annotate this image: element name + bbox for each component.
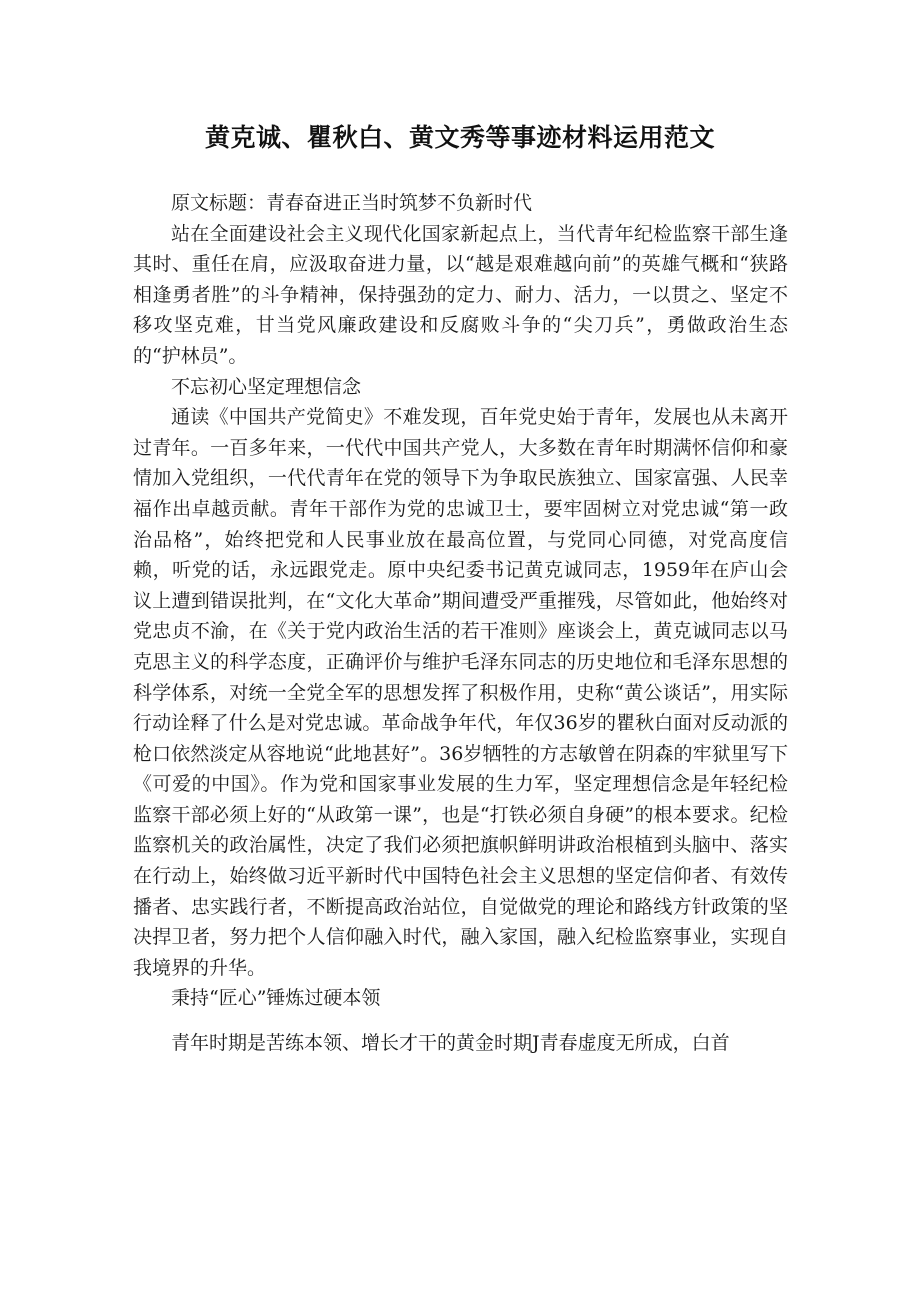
document-title: 黄克诚、瞿秋白、黄文秀等事迹材料运用范文 [204, 123, 715, 152]
section-paragraph-ideals: 通读《中国共产党简史》不难发现，百年党史始于青年，发展也从未离开过青年。一百多年来，一代代中国共产党人，大多数在青年时期满怀信仰和豪情加入党组织，一代代青年在党的领导下为争取民族独立、国家富强、人民幸福作出卓越贡献。青年干部作为党的忠诚卫士，要牢固树立对党忠诚“第一政治品格”，始终把党和人民事业放在最高位置，与党同心同德，对党高度信赖，听党的话，永远跟党走。原中央纪委书记黄克诚同志，1959年在庐山会议上遭到错误批判，在“文化大革命”期间遭受严重摧残，尽管如此，他始终对党忠贞不渝，在《关于党内政治生活的若干准则》座谈会上，黄克诚同志以马克思主义的科学态度，正确评价与维护毛泽东同志的历史地位和毛泽东思想的科学体系，对统一全党全军的思想发挥了积极作用，史称“黄公谈话”，用实际行动诠释了什么是对党忠诚。革命战争年代，年仅36岁的瞿秋白面对反动派的枪口依然淡定从容地说“此地甚好”。36岁牺牲的方志敏曾在阴森的牢狱里写下《可爱的中国》。作为党和国家事业发展的生力军，坚定理想信念是年轻纪检监察干部必须上好的“从政第一课”，也是“打铁必须自身硬”的根本要求。纪检监察机关的政治属性，决定了我们必须把旗帜鲜明讲政治根植到头脑中、落实在行动上，始终做习近平新时代中国特色社会主义思想的坚定信仰者、有效传播者、忠实践行者，不断提高政治站位，自觉做党的理论和路线方针政策的坚决捍卫者，努力把个人信仰融入时代，融入家国，融入纪检监察事业，实现自我境界的升华。 [133, 406, 788, 979]
section-paragraph-skills: 青年时期是苦练本领、增长才干的黄金时期J青春虚度无所成，白首 [171, 1032, 730, 1055]
document-body [133, 188, 788, 1059]
section-heading-skills: 秉持“匠心”锤炼过硬本领 [171, 987, 381, 1010]
original-title-line: 原文标题：青春奋进正当时筑梦不负新时代 [171, 192, 533, 214]
section-heading-ideals: 不忘初心坚定理想信念 [171, 375, 362, 398]
intro-paragraph: 站在全面建设社会主义现代化国家新起点上，当代青年纪检监察干部生逢其时、重任在肩，应汲取奋进力量，以“越是艰难越向前”的英雄气概和“狭路相逢勇者胜”的斗争精神，保持强劲的定力、耐力、活力，一以贯之、坚定不移攻坚克难，甘当党风廉政建设和反腐败斗争的“尖刀兵”，勇做政治生态的“护林员”。 [133, 222, 788, 367]
